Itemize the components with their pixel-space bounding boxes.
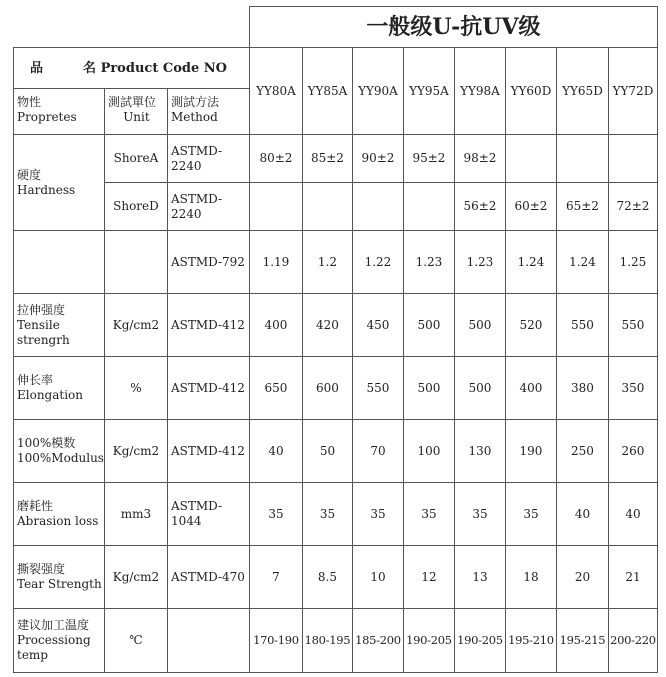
value-cell: 1.25 <box>608 231 657 294</box>
value-cell: 600 <box>302 357 352 420</box>
value-cell: 650 <box>249 357 302 420</box>
value-cell: 80±2 <box>249 135 302 183</box>
product-header: YY95A <box>403 48 454 135</box>
value-cell: 450 <box>352 294 403 357</box>
unit-cell: mm3 <box>104 483 167 546</box>
value-cell: 1.19 <box>249 231 302 294</box>
value-cell: 250 <box>556 420 608 483</box>
value-cell <box>249 183 302 231</box>
product-header: YY72D <box>608 48 657 135</box>
method-cell: ASTMD-1044 <box>167 483 249 546</box>
value-cell: 500 <box>403 294 454 357</box>
value-cell: 380 <box>556 357 608 420</box>
spec-table <box>13 6 658 673</box>
value-cell: 130 <box>454 420 505 483</box>
value-cell: 40 <box>249 420 302 483</box>
value-cell: 8.5 <box>302 546 352 609</box>
method-cell: ASTMD-412 <box>167 357 249 420</box>
unit-cell: Kg/cm2 <box>104 294 167 357</box>
value-cell: 7 <box>249 546 302 609</box>
blank-corner <box>14 7 250 48</box>
product-code-label: 品 名 Product Code NO <box>14 48 250 89</box>
value-cell: 40 <box>556 483 608 546</box>
value-cell: 90±2 <box>352 135 403 183</box>
value-cell: 56±2 <box>454 183 505 231</box>
unit-cell: ShoreD <box>104 183 167 231</box>
value-cell: 98±2 <box>454 135 505 183</box>
value-cell: 550 <box>556 294 608 357</box>
value-cell: 1.24 <box>505 231 556 294</box>
value-cell <box>302 183 352 231</box>
unit-cell: Kg/cm2 <box>104 420 167 483</box>
table-title: 一般级U-抗UV级 <box>249 7 657 48</box>
value-cell: 185-200 <box>352 609 403 673</box>
property-label: 撕裂强度 Tear Strength <box>14 546 105 609</box>
method-cell: ASTMD-412 <box>167 294 249 357</box>
method-cell: ASTMD-470 <box>167 546 249 609</box>
value-cell: 500 <box>454 357 505 420</box>
value-cell: 350 <box>608 357 657 420</box>
unit-cell <box>104 231 167 294</box>
value-cell: 400 <box>249 294 302 357</box>
product-header: YY80A <box>249 48 302 135</box>
value-cell: 190-205 <box>454 609 505 673</box>
value-cell: 550 <box>608 294 657 357</box>
value-cell: 35 <box>454 483 505 546</box>
value-cell: 20 <box>556 546 608 609</box>
value-cell: 190 <box>505 420 556 483</box>
product-header: YY90A <box>352 48 403 135</box>
method-cell: ASTMD-2240 <box>167 135 249 183</box>
property-header: 物性 Propretes <box>14 89 105 135</box>
value-cell: 10 <box>352 546 403 609</box>
value-cell: 500 <box>454 294 505 357</box>
value-cell: 420 <box>302 294 352 357</box>
method-cell <box>167 609 249 673</box>
value-cell: 40 <box>608 483 657 546</box>
unit-header: 測試單位 Unit <box>104 89 167 135</box>
method-header: 測試方法 Method <box>167 89 249 135</box>
value-cell: 35 <box>302 483 352 546</box>
unit-cell: ℃ <box>104 609 167 673</box>
value-cell: 180-195 <box>302 609 352 673</box>
value-cell: 50 <box>302 420 352 483</box>
property-label: 磨耗性 Abrasion loss <box>14 483 105 546</box>
value-cell <box>352 183 403 231</box>
value-cell: 170-190 <box>249 609 302 673</box>
value-cell: 1.24 <box>556 231 608 294</box>
value-cell: 195-210 <box>505 609 556 673</box>
value-cell: 12 <box>403 546 454 609</box>
product-header: YY60D <box>505 48 556 135</box>
value-cell <box>556 135 608 183</box>
value-cell: 65±2 <box>556 183 608 231</box>
value-cell: 520 <box>505 294 556 357</box>
value-cell: 1.23 <box>454 231 505 294</box>
value-cell: 1.2 <box>302 231 352 294</box>
value-cell: 85±2 <box>302 135 352 183</box>
value-cell: 500 <box>403 357 454 420</box>
property-label: 伸长率 Elongation <box>14 357 105 420</box>
value-cell: 1.23 <box>403 231 454 294</box>
value-cell: 400 <box>505 357 556 420</box>
unit-cell: Kg/cm2 <box>104 546 167 609</box>
unit-cell: % <box>104 357 167 420</box>
method-cell: ASTMD-2240 <box>167 183 249 231</box>
value-cell: 95±2 <box>403 135 454 183</box>
product-header: YY65D <box>556 48 608 135</box>
value-cell: 35 <box>505 483 556 546</box>
product-header: YY85A <box>302 48 352 135</box>
value-cell <box>608 135 657 183</box>
method-cell: ASTMD-412 <box>167 420 249 483</box>
value-cell: 200-220 <box>608 609 657 673</box>
property-label <box>14 231 105 294</box>
value-cell: 70 <box>352 420 403 483</box>
property-label: 建议加工温度 Processiong temp <box>14 609 105 673</box>
value-cell: 13 <box>454 546 505 609</box>
value-cell: 190-205 <box>403 609 454 673</box>
value-cell <box>505 135 556 183</box>
value-cell: 1.22 <box>352 231 403 294</box>
value-cell: 21 <box>608 546 657 609</box>
value-cell: 18 <box>505 546 556 609</box>
value-cell: 35 <box>403 483 454 546</box>
value-cell: 260 <box>608 420 657 483</box>
product-header: YY98A <box>454 48 505 135</box>
value-cell: 195-215 <box>556 609 608 673</box>
value-cell: 60±2 <box>505 183 556 231</box>
value-cell: 35 <box>352 483 403 546</box>
method-cell: ASTMD-792 <box>167 231 249 294</box>
property-label: 100%模数 100%Modulus <box>14 420 105 483</box>
value-cell: 72±2 <box>608 183 657 231</box>
property-label: 拉伸强度 Tensile strengrh <box>14 294 105 357</box>
value-cell <box>403 183 454 231</box>
value-cell: 100 <box>403 420 454 483</box>
unit-cell: ShoreA <box>104 135 167 183</box>
value-cell: 35 <box>249 483 302 546</box>
value-cell: 550 <box>352 357 403 420</box>
property-label: 硬度 Hardness <box>14 135 105 231</box>
